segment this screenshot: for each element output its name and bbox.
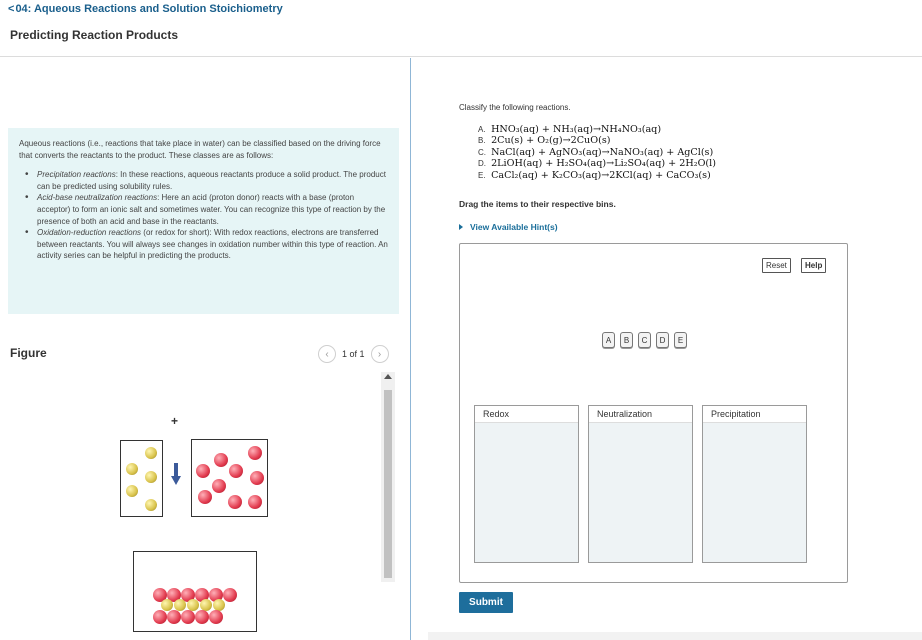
chevron-right-icon: › xyxy=(377,348,382,360)
reaction-label: D. xyxy=(478,159,486,169)
red-ion xyxy=(214,453,228,467)
red-ion xyxy=(167,610,181,624)
red-ion xyxy=(228,495,242,509)
token-pool xyxy=(602,332,687,348)
bin-redox[interactable] xyxy=(474,405,579,563)
red-ion xyxy=(248,446,262,460)
bin-label: Neutralization xyxy=(589,406,692,423)
figure-scrollbar[interactable] xyxy=(381,372,395,582)
red-ion xyxy=(195,610,209,624)
bin-neutralization[interactable] xyxy=(588,405,693,563)
intro-paragraph: Aqueous reactions (i.e., reactions that take place in water) can be classified based on the driving force that converts the reactants to the product. These classes are as follows: xyxy=(19,139,381,160)
reaction-a xyxy=(478,124,716,135)
reaction-equation: HNO₃(aq) + NH₃(aq)→NH₄NO₃(aq) xyxy=(491,124,662,135)
reaction-b xyxy=(478,135,716,146)
red-ion xyxy=(229,464,243,478)
list-item-text: : In these reactions, aqueous reactants produce a solid product. The product can be predicted using solubility rules. xyxy=(37,170,386,191)
list-item-text: : Here an acid (proton donor) reacts with a base (proton acceptor) to form an ionic salt and sometimes water. You can recognize this type of reaction by the presence of both an acid and base in the reactants. xyxy=(37,193,386,226)
scroll-thumb[interactable] xyxy=(384,390,392,578)
reaction-equation: CaCl₂(aq) + K₂CO₃(aq)→2KCl(aq) + CaCO₃(s) xyxy=(491,169,711,181)
hint-link-label: View Available Hint(s) xyxy=(470,222,558,232)
chevron-left-icon: ‹ xyxy=(325,348,329,360)
caret-right-icon xyxy=(459,224,463,230)
plus-sign: + xyxy=(171,414,179,428)
help-button[interactable]: Help xyxy=(801,258,826,273)
reaction-equation: 2Cu(s) + O₂(g)→2CuO(s) xyxy=(491,135,611,147)
drag-drop-area xyxy=(459,243,848,583)
list-item-text: (or redox for short): With redox reactions, electrons are transferred between reactants. You will always see changes in oxidation number within this type of reaction. An activity series can be helpful in predicting the products. xyxy=(37,228,388,261)
yellow-ion xyxy=(126,463,138,475)
red-ion xyxy=(209,610,223,624)
drag-instruction: Drag the items to their respective bins. xyxy=(459,199,616,209)
reaction-label: C. xyxy=(478,147,486,157)
chevron-left-icon: < xyxy=(8,3,15,15)
yellow-ion xyxy=(145,471,157,483)
bin-precipitation[interactable] xyxy=(702,405,807,563)
reactant-beaker-1 xyxy=(120,440,163,517)
yellow-ion xyxy=(161,599,173,611)
intro-box xyxy=(8,128,399,314)
list-item-term: Acid-base neutralization reactions xyxy=(37,193,158,203)
scroll-up-icon[interactable] xyxy=(384,374,392,379)
reaction-d xyxy=(478,158,716,169)
prev-figure-button[interactable] xyxy=(318,345,336,363)
pager-text: 1 of 1 xyxy=(342,349,365,359)
reaction-c xyxy=(478,147,716,158)
next-figure-button[interactable] xyxy=(371,345,389,363)
red-ion xyxy=(153,610,167,624)
red-ion xyxy=(250,471,264,485)
red-ion xyxy=(181,610,195,624)
red-ion xyxy=(212,479,226,493)
view-hints-link[interactable] xyxy=(459,222,558,232)
token-c[interactable]: C xyxy=(638,332,651,348)
list-item xyxy=(37,192,388,227)
yellow-ion xyxy=(126,485,138,497)
reactant-beaker-2 xyxy=(191,439,268,517)
classify-instruction: Classify the following reactions. xyxy=(459,103,571,112)
red-ion xyxy=(248,495,262,509)
class-list xyxy=(19,169,388,262)
list-item xyxy=(37,169,388,192)
reaction-equation: NaCl(aq) + AgNO₃(aq)→NaNO₃(aq) + AgCl(s) xyxy=(491,146,714,158)
bin-label: Redox xyxy=(475,406,578,423)
red-ion xyxy=(198,490,212,504)
reaction-list xyxy=(478,124,716,181)
figure-pager xyxy=(318,345,389,363)
list-item xyxy=(37,227,388,262)
yellow-ion xyxy=(145,499,157,511)
token-a[interactable]: A xyxy=(602,332,615,348)
yellow-ion xyxy=(174,599,186,611)
list-item-term: Precipitation reactions xyxy=(37,170,116,180)
back-link[interactable] xyxy=(8,3,283,15)
back-link-label: 04: Aqueous Reactions and Solution Stoichiometry xyxy=(15,3,283,15)
token-d[interactable]: D xyxy=(656,332,669,348)
reaction-equation: 2LiOH(aq) + H₂SO₄(aq)→Li₂SO₄(aq) + 2H₂O(l) xyxy=(491,158,716,170)
red-ion xyxy=(223,588,237,602)
reaction-e xyxy=(478,170,716,181)
yellow-ion xyxy=(145,447,157,459)
bin-label: Precipitation xyxy=(703,406,806,423)
page-title: Predicting Reaction Products xyxy=(10,28,179,42)
token-b[interactable]: B xyxy=(620,332,633,348)
figure-label: Figure xyxy=(10,346,47,360)
product-beaker xyxy=(133,551,257,632)
bottom-divider xyxy=(428,632,922,640)
token-e[interactable]: E xyxy=(674,332,687,348)
red-ion xyxy=(196,464,210,478)
reaction-label: E. xyxy=(478,170,486,180)
submit-button[interactable]: Submit xyxy=(459,592,513,613)
reaction-label: B. xyxy=(478,136,486,146)
header xyxy=(0,0,922,57)
reaction-label: A. xyxy=(478,125,486,134)
list-item-term: Oxidation-reduction reactions xyxy=(37,228,142,238)
arrow-down-icon xyxy=(171,463,181,485)
reset-button[interactable]: Reset xyxy=(762,258,791,273)
